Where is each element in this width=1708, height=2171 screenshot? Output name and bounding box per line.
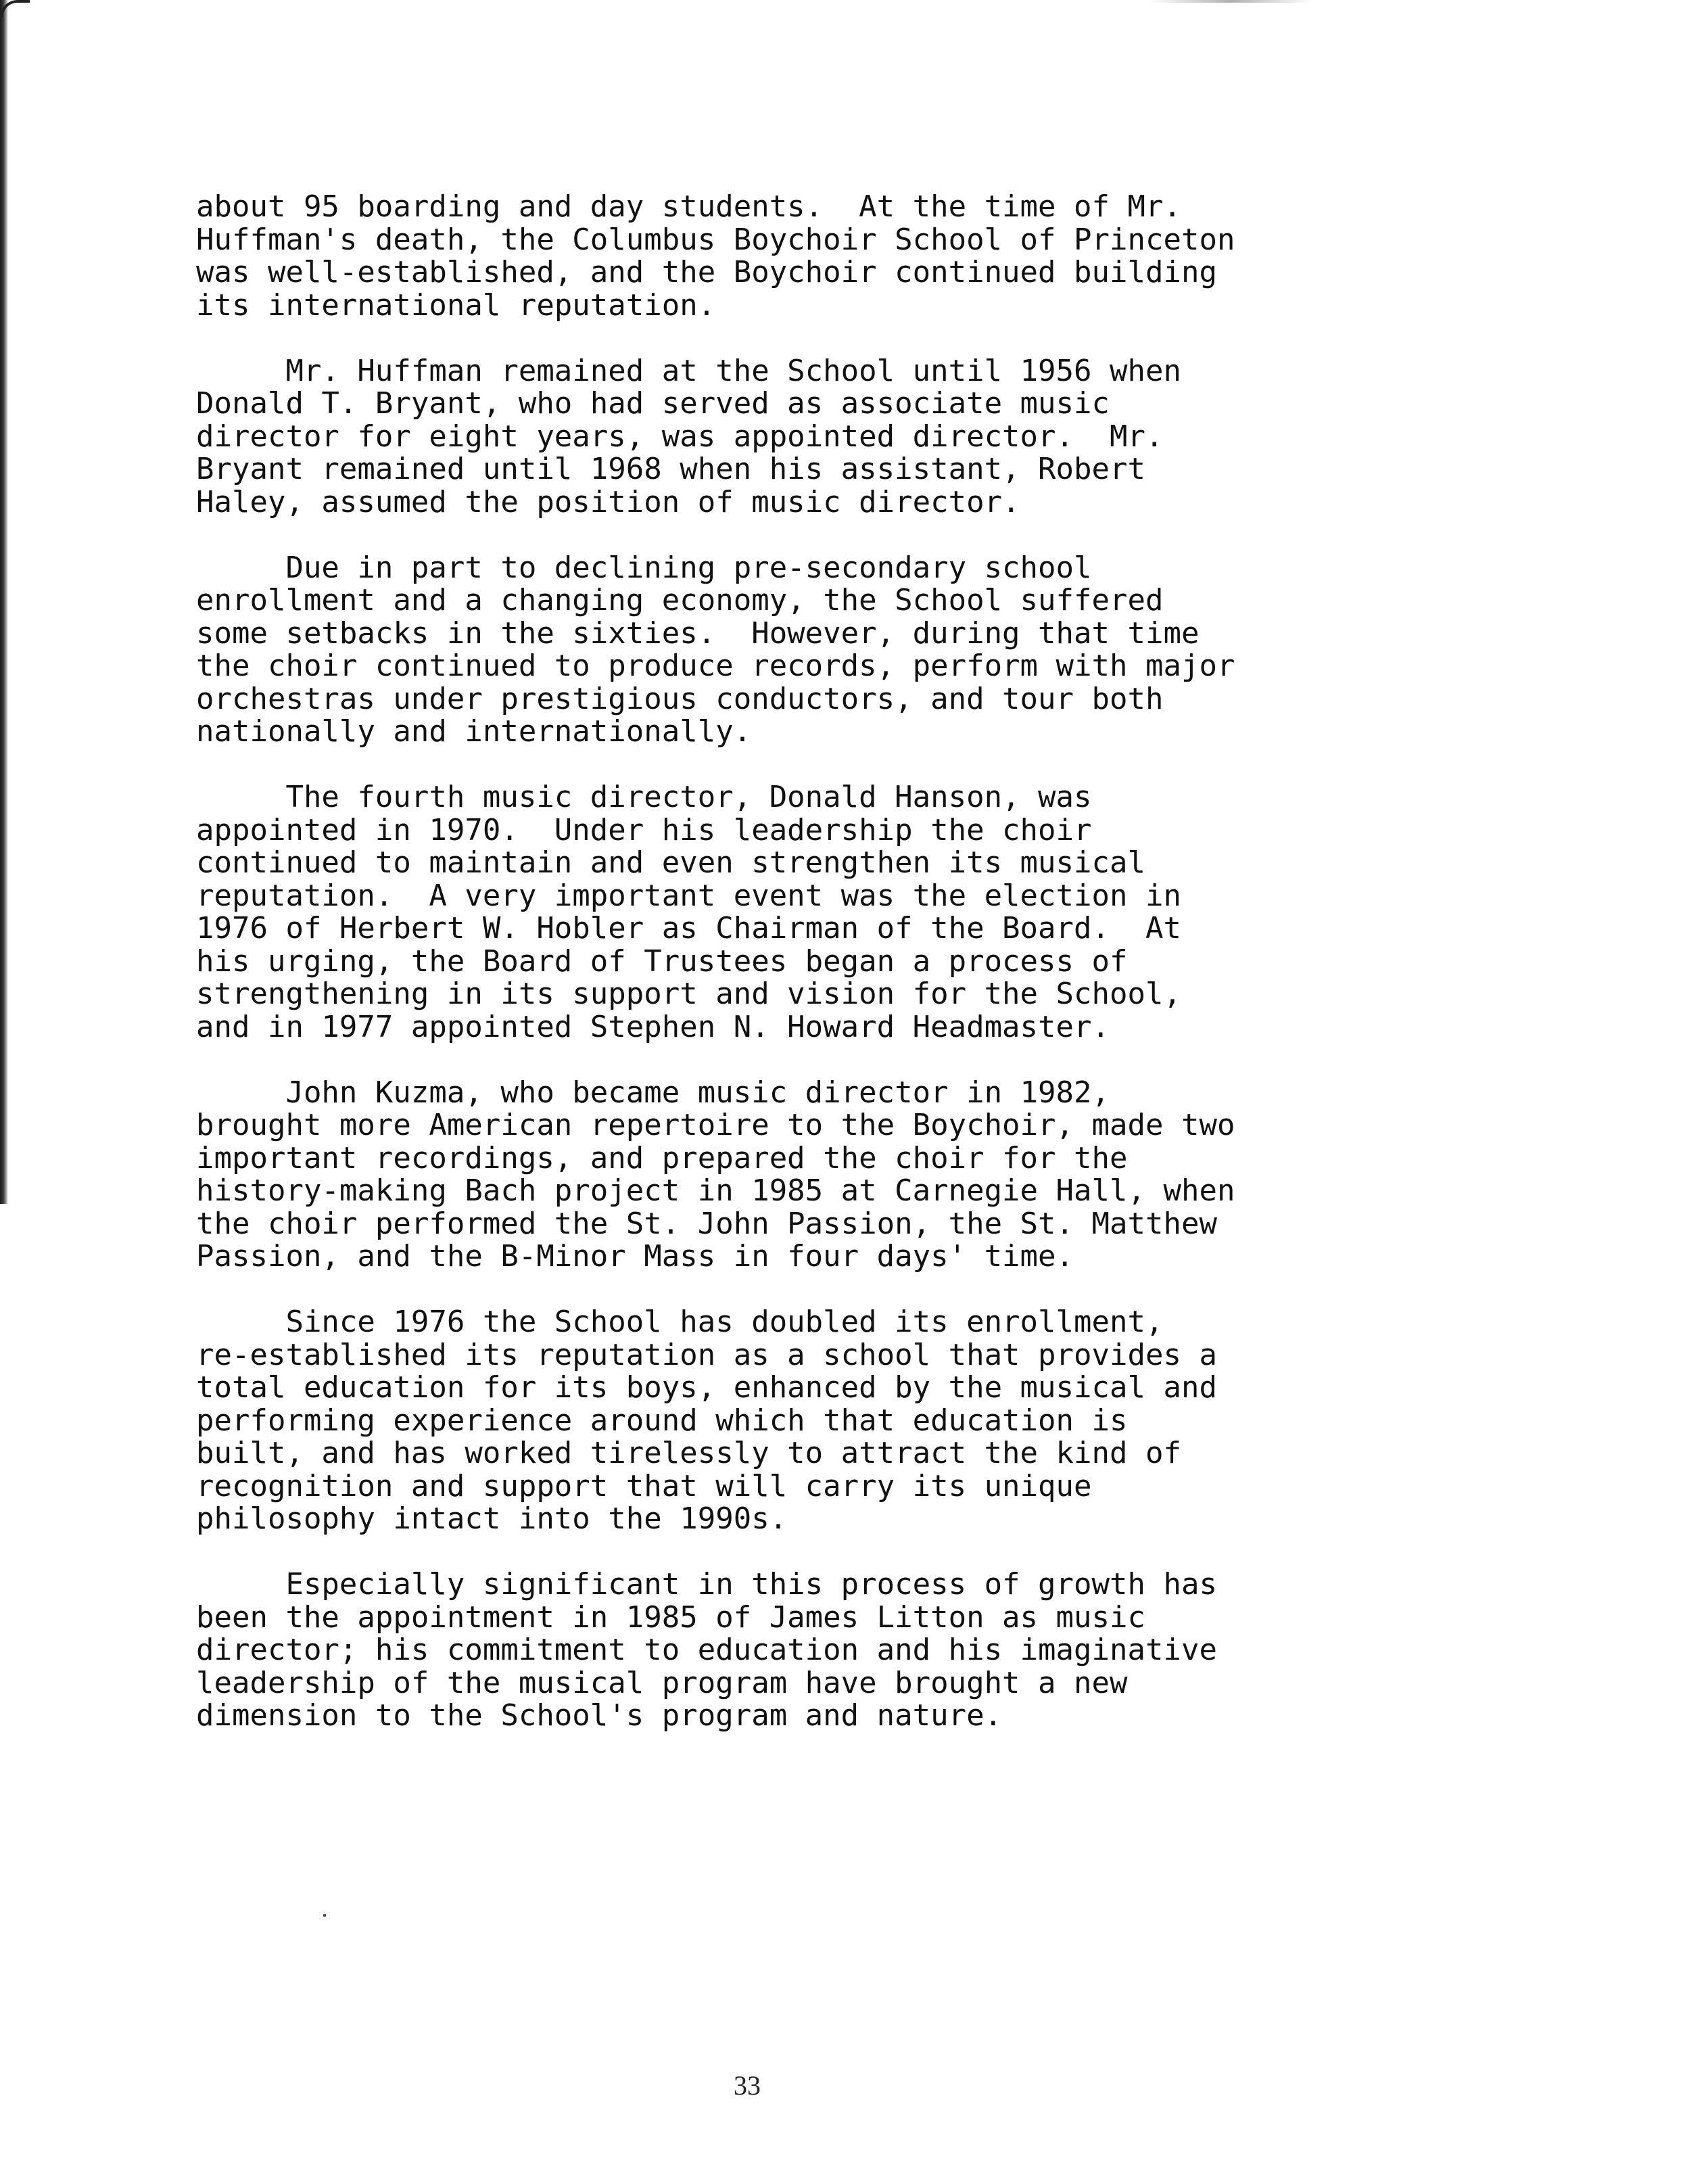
text-line: nationally and internationally. [196, 714, 752, 749]
text-line: Since 1976 the School has doubled its enrollment, [196, 1305, 1164, 1339]
text-line: its international reputation. [196, 287, 716, 323]
text-line: continued to maintain and even strengthen its musical [196, 845, 1145, 880]
paragraph [196, 781, 1400, 1044]
text-line: re-established its reputation as a school that provides a [196, 1337, 1217, 1372]
text-line: about 95 boarding and day students. At the time of Mr. [196, 189, 1181, 224]
text-line: total education for its boys, enhanced by the musical and [196, 1370, 1217, 1405]
text-line: appointed in 1970. Under his leadership the choir [196, 812, 1092, 847]
text-line: built, and has worked tirelessly to attract the kind of [196, 1436, 1181, 1470]
text-line: leadership of the musical program have brought a new [196, 1665, 1128, 1700]
text-line: orchestras under prestigious conductors, and tour both [196, 681, 1164, 716]
scan-smudge [1149, 0, 1312, 3]
text-line: some setbacks in the sixties. However, during that time [196, 615, 1200, 651]
body-text [196, 191, 1400, 1765]
paragraph [196, 552, 1400, 749]
paragraph [196, 1077, 1400, 1274]
text-line: director for eight years, was appointed director. Mr. [196, 419, 1164, 454]
scan-speck [323, 1914, 326, 1917]
text-line: Donald T. Bryant, who had served as associate music [196, 386, 1110, 421]
text-line: John Kuzma, who became music director in 1982, [196, 1075, 1110, 1110]
text-line: The fourth music director, Donald Hanson, was [196, 780, 1092, 814]
paragraph [196, 1306, 1400, 1536]
text-line: Huffman's death, the Columbus Boychoir School of Princeton [196, 222, 1235, 257]
text-line: dimension to the School's program and nature. [196, 1698, 1003, 1733]
text-line: been the appointment in 1985 of James Litton as music [196, 1600, 1145, 1635]
text-line: strengthening in its support and vision for the School, [196, 977, 1181, 1011]
text-line: Bryant remained until 1968 when his assistant, Robert [196, 452, 1145, 486]
text-line: the choir continued to produce records, perform with major [196, 649, 1235, 683]
text-line: philosophy intact into the 1990s. [196, 1501, 788, 1536]
text-line: and in 1977 appointed Stephen N. Howard Headmaster. [196, 1009, 1110, 1044]
text-line: Especially significant in this process of growth has [196, 1567, 1217, 1602]
text-line: important recordings, and prepared the choir for the [196, 1140, 1128, 1175]
text-line: Due in part to declining pre-secondary school [196, 550, 1092, 585]
text-line: the choir performed the St. John Passion, the St. Matthew [196, 1206, 1217, 1241]
text-line: brought more American repertoire to the Boychoir, made two [196, 1108, 1235, 1142]
text-line: Haley, assumed the position of music director. [196, 484, 1020, 519]
paragraph [196, 191, 1400, 322]
text-line: his urging, the Board of Trustees began a process of [196, 943, 1128, 979]
scan-binding-edge [0, 0, 8, 1204]
text-line: was well-established, and the Boychoir continued building [196, 255, 1217, 289]
text-line: 1976 of Herbert W. Hobler as Chairman of the Board. At [196, 911, 1181, 946]
paragraph [196, 355, 1400, 519]
paragraph [196, 1568, 1400, 1733]
text-line: Passion, and the B-Minor Mass in four days' time. [196, 1239, 1074, 1274]
text-line: director; his commitment to education and his imaginative [196, 1633, 1217, 1667]
text-line: history-making Bach project in 1985 at Carnegie Hall, when [196, 1173, 1235, 1208]
text-line: recognition and support that will carry its unique [196, 1468, 1092, 1503]
page-number: 33 [734, 2070, 761, 2101]
text-line: enrollment and a changing economy, the School suffered [196, 583, 1164, 617]
text-line: Mr. Huffman remained at the School until 1956 when [196, 353, 1181, 388]
text-line: reputation. A very important event was the election in [196, 878, 1181, 913]
text-line: performing experience around which that education is [196, 1403, 1128, 1438]
